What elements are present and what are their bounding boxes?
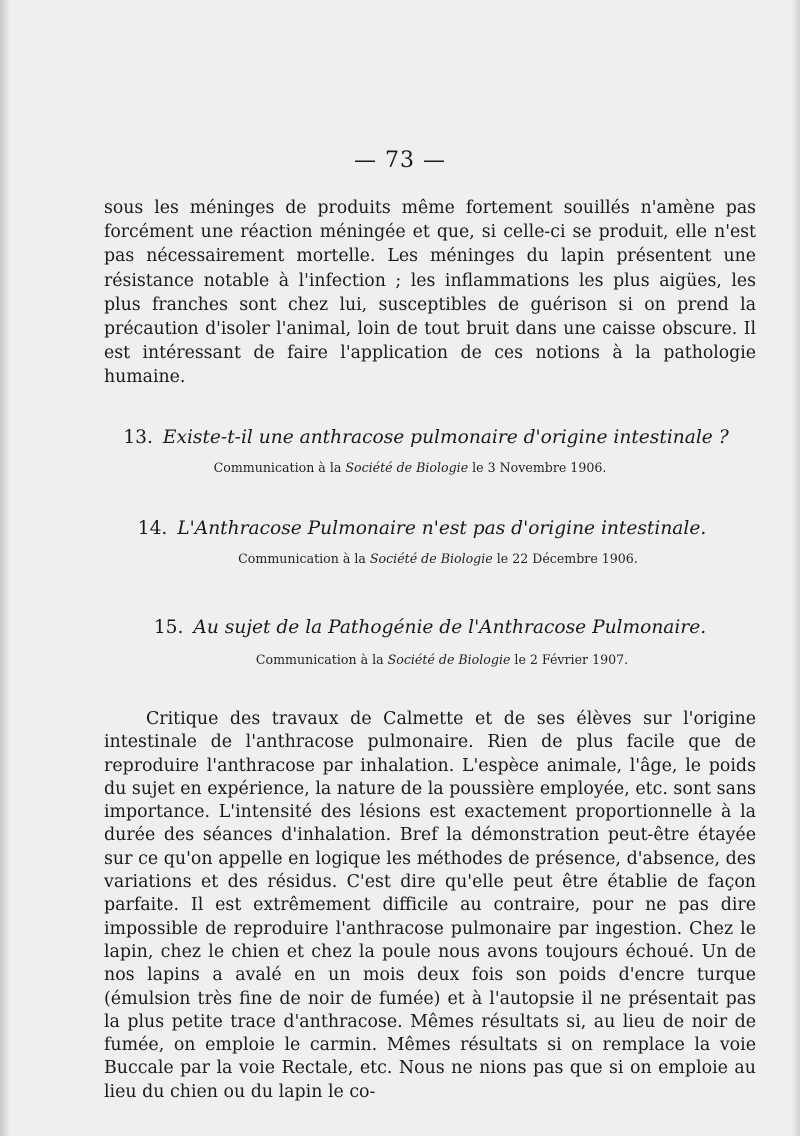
entry-15-title-text: Au sujet de la Pathogénie de l'Anthracose Pulmonaire. (193, 617, 707, 638)
paragraph-critique-text: Critique des travaux de Calmette et de ses élèves sur l'origine intestinale de l'anthracose pulmonaire. Rien de plus facile que de reproduire l'anthracose par inhalation. L'espèce animale, l'âge, le poids du sujet en expérience, la nature de la poussière employée, etc. sont sans importance. L'intensité des lésions est exactement proportionnelle à la durée des séances d'inhalation. Bref la démonstration peut-être étayée sur ce qu'on appelle en logique les méthodes de présence, d'absence, des variations et des résidus. C'est dire qu'elle peut être établie de façon parfaite. Il est extrêmement difficile au contraire, pour ne pas dire impossible de reproduire l'anthracose pulmonaire par ingestion. Chez le lapin, chez le chien et chez la poule nous avons toujours échoué. Un de nos lapins a avalé en un mois deux fois son poids d'encre turque (émulsion très fine de noir de fumée) et à l'autopsie il ne présentait pas la plus petite trace d'anthracose. Mêmes résultats si, au lieu de noir de fumée, on emploie le carmin. Mêmes résultats si on remplace la voie Buccale par la voie Rectale, etc. Nous ne nions pas que si on emploie au lieu du chien ou du lapin le co- (104, 709, 756, 1102)
entry-14-number: 14. (137, 518, 168, 539)
entry-14-comm-prefix: Communication à la (238, 551, 370, 566)
entry-13-number: 13. (123, 427, 153, 448)
entry-13-title-text: Existe-t-il une anthracose pulmonaire d'origine intestinale ? (162, 427, 729, 448)
entry-15-title (30, 617, 800, 638)
page-number: — 73 — (354, 148, 446, 173)
entry-15-comm-date: le 2 Février 1907. (510, 652, 629, 667)
entry-15-comm-prefix: Communication à la (255, 652, 388, 667)
entry-14-title-text: L'Anthracose Pulmonaire n'est pas d'origine intestinale. (177, 518, 707, 539)
paragraph-continuation: sous les méninges de produits même fortement souillés n'amène pas forcément une réaction méningée et que, si celle-ci se produit, elle n'est pas nécessairement mortelle. Les méninges du lapin présentent une résistance notable à l'infection ; les inflammations les plus aigües, les plus franches sont chez lui, susceptibles de guérison si on prend la précaution d'isoler l'animal, loin de tout bruit dans une caisse obscure. Il est intéressant de faire l'application de ces notions à la pathologie humaine. (104, 198, 756, 388)
entry-15-number: 15. (153, 617, 184, 638)
paragraph-critique (104, 708, 756, 1104)
entry-13-comm-prefix: Communication à la (213, 460, 346, 475)
entry-13-society: Société de Biologie (345, 460, 469, 475)
entry-14-society: Société de Biologie (369, 551, 493, 566)
entry-14-title (22, 518, 800, 539)
entry-15-communication (42, 652, 800, 667)
entry-14-communication (38, 551, 800, 566)
entry-13-title (26, 427, 800, 448)
entry-13-communication (10, 460, 800, 475)
entry-13-comm-date: le 3 Novembre 1906. (468, 460, 607, 475)
entry-15-society: Société de Biologie (387, 652, 511, 667)
entry-14-comm-date: le 22 Décembre 1906. (492, 551, 638, 566)
